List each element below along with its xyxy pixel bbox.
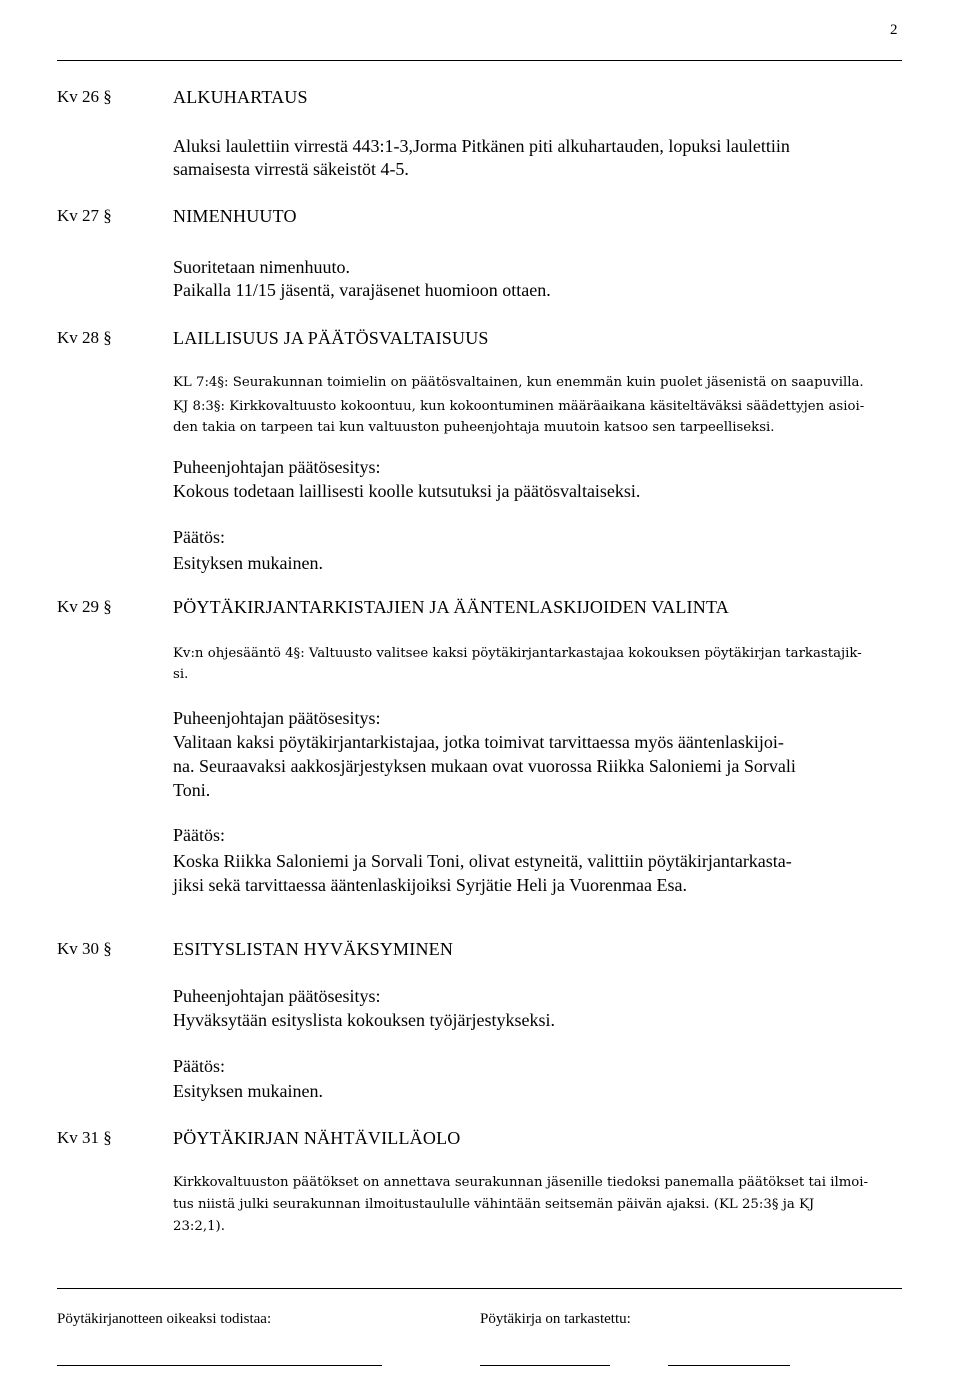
page-number: 2 [890,22,898,38]
reference-line: KL 7:4§: Seurakunnan toimielin on päätösvaltainen, kun enemmän kuin puolet jäsenistä on saapuvilla. [173,375,864,390]
decision-text: Esityksen mukainen. [173,553,323,573]
decision-label: Päätös: [173,825,225,845]
footer-rule [57,1288,902,1289]
proposal-label: Puheenjohtajan päätösesitys: [173,708,381,728]
body-line: Suoritetaan nimenhuuto. [173,257,350,277]
proposal-line: na. Seuraavaksi aakkosjärjestyksen mukaan ovat vuorossa Riikka Saloniemi ja Sorvali [173,756,796,776]
decision-line: Koska Riikka Saloniemi ja Sorvali Toni, olivat estyneitä, valittiin pöytäkirjantarkasta- [173,851,792,871]
signature-line [668,1365,790,1366]
reference-line: den takia on tarpeen tai kun valtuuston puheenjohtaja muutoin katsoo sen tarpeelliseksi. [173,420,775,435]
body-line: Aluksi laulettiin virrestä 443:1-3,Jorma Pitkänen piti alkuhartauden, lopuksi laulettiin [173,136,790,156]
signature-line [57,1365,382,1366]
reference-line: KJ 8:3§: Kirkkovaltuusto kokoontuu, kun kokoontuminen määräaikana käsiteltäväksi säädettyjen asioi- [173,399,865,414]
decision-label: Päätös: [173,527,225,547]
section-title: ALKUHARTAUS [173,87,308,107]
body-line: samaisesta virrestä säkeistöt 4-5. [173,159,409,179]
header-rule [57,60,902,61]
decision-text: Esityksen mukainen. [173,1081,323,1101]
reference-line: si. [173,667,189,682]
section-number: Kv 28 § [57,328,112,347]
section-title: ESITYSLISTAN HYVÄKSYMINEN [173,939,454,959]
section-title: PÖYTÄKIRJANTARKISTAJIEN JA ÄÄNTENLASKIJOIDEN VALINTA [173,597,729,617]
reference-line: tus niistä julki seurakunnan ilmoitustaululle vähintään seitsemän päivän ajaksi. (KL 25:3§ ja KJ [173,1197,815,1212]
proposal-label: Puheenjohtajan päätösesitys: [173,457,381,477]
section-number: Kv 29 § [57,597,112,616]
proposal-text: Kokous todetaan laillisesti koolle kutsutuksi ja päätösvaltaiseksi. [173,481,641,501]
section-title: NIMENHUUTO [173,206,297,226]
section-title: LAILLISUUS JA PÄÄTÖSVALTAISUUS [173,328,489,348]
section-number: Kv 27 § [57,206,112,225]
body-line: Paikalla 11/15 jäsentä, varajäsenet huomioon ottaen. [173,280,551,300]
section-number: Kv 26 § [57,87,112,106]
reference-line: 23:2,1). [173,1219,225,1234]
decision-label: Päätös: [173,1056,225,1076]
section-title: PÖYTÄKIRJAN NÄHTÄVILLÄOLO [173,1128,461,1148]
section-number: Kv 30 § [57,939,112,958]
reference-line: Kv:n ohjesääntö 4§: Valtuusto valitsee kaksi pöytäkirjantarkastajaa kokouksen pöytäkirjan tarkastajik- [173,646,862,661]
signature-line [480,1365,610,1366]
proposal-label: Puheenjohtajan päätösesitys: [173,986,381,1006]
section-number: Kv 31 § [57,1128,112,1147]
proposal-line: Valitaan kaksi pöytäkirjantarkistajaa, jotka toimivat tarvittaessa myös ääntenlaskijoi- [173,732,784,752]
decision-line: jiksi sekä tarvittaessa ääntenlaskijoiksi Syrjätie Heli ja Vuorenmaa Esa. [173,875,687,895]
reference-line: Kirkkovaltuuston päätökset on annettava seurakunnan jäsenille tiedoksi panemalla päätökset tai ilmoi- [173,1175,869,1190]
proposal-text: Hyväksytään esityslista kokouksen työjärjestykseksi. [173,1010,555,1030]
proposal-line: Toni. [173,780,211,800]
review-label: Pöytäkirja on tarkastettu: [480,1311,631,1327]
certification-label: Pöytäkirjanotteen oikeaksi todistaa: [57,1311,272,1327]
